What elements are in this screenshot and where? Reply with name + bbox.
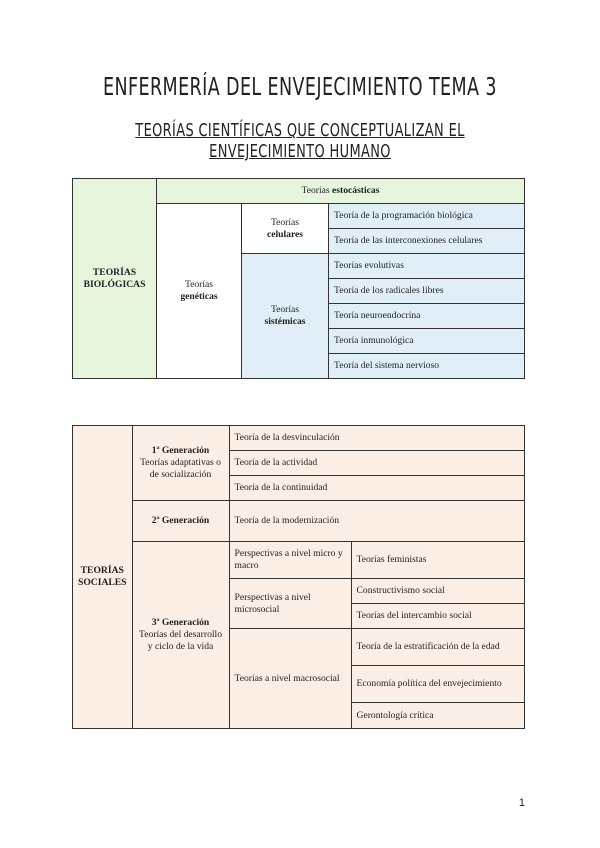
page-title: ENFERMERÍA DEL ENVEJECIMIENTO TEMA 3 xyxy=(103,72,497,101)
persp-micro: Perspectivas a nivel microsocial xyxy=(229,579,351,629)
gen1-item: Teoría de la actividad xyxy=(229,451,524,476)
gen3-subtitle: Teorías del desarrollo y ciclo de la vida xyxy=(139,629,222,652)
gen2-title: 2ª Generación xyxy=(151,515,210,526)
gen3-cell xyxy=(132,542,229,729)
celulares-item: Teoría de la programación biológica xyxy=(329,204,525,229)
gen1-title: 1ª Generación xyxy=(151,445,210,457)
bio-root-label: TEORÍAS BIOLÓGICAS xyxy=(83,266,146,290)
constructivismo: Constructivismo social xyxy=(351,579,524,604)
sistemicas-bold: sistémicas xyxy=(264,316,306,327)
social-theories-table xyxy=(72,425,525,729)
gen2-cell xyxy=(132,501,229,542)
intercambio: Teorías del intercambio social xyxy=(351,604,524,629)
gerontologia: Gerontología crítica xyxy=(351,703,524,729)
social-root-cell xyxy=(73,426,133,729)
gen1-item: Teoría de la continuidad xyxy=(229,476,524,501)
celulares-item: Teoría de las interconexiones celulares xyxy=(329,229,525,254)
gen3-title: 3ª Generación xyxy=(151,617,210,629)
geneticas-bold: genéticas xyxy=(180,291,218,302)
geneticas-cell xyxy=(157,204,242,379)
sistemicas-item: Teoría inmunológica xyxy=(329,329,525,354)
gen1-item: Teoría de la desvinculación xyxy=(229,426,524,451)
bio-root-cell xyxy=(73,179,157,379)
sistemicas-pre: Teorías xyxy=(270,304,300,316)
social-root-label: TEORÍAS SOCIALES xyxy=(78,565,127,588)
biological-theories-table xyxy=(72,178,525,379)
celulares-bold: celulares xyxy=(266,228,304,240)
sistemicas-item: Teoría del sistema nervioso xyxy=(329,354,525,379)
persp-micro-macro: Perspectivas a nivel micro y macro xyxy=(229,542,351,579)
celulares-pre: Teorías xyxy=(270,216,300,228)
page-number: 1 xyxy=(518,797,525,809)
sistemicas-item: Teorías evolutivas xyxy=(329,254,525,279)
sistemicas-cell xyxy=(242,254,329,379)
stochastic-header-pre: Teorías xyxy=(301,185,333,196)
macro: Teorías a nivel macrosocial xyxy=(229,629,351,729)
geneticas-pre: Teorías xyxy=(184,279,214,291)
gen2-item: Teoría de la modernización xyxy=(229,501,524,542)
gen1-subtitle: Teorías adaptativas o de socialización xyxy=(140,457,221,480)
gen1-cell xyxy=(132,426,229,501)
feministas: Teorías feministas xyxy=(351,542,524,579)
stochastic-header-bold: estocásticas xyxy=(332,185,380,196)
stochastic-header xyxy=(157,179,525,204)
estratificacion: Teoría de la estratificación de la edad xyxy=(351,629,524,666)
economia: Economía política del envejecimiento xyxy=(351,666,524,703)
sistemicas-item: Teoría neuroendocrina xyxy=(329,304,525,329)
sistemicas-item: Teoría de los radicales libres xyxy=(329,279,525,304)
page-subtitle: TEORÍAS CIENTÍFICAS QUE CONCEPTUALIZAN EL ENVEJECIMIENTO HUMANO xyxy=(135,120,465,162)
celulares-cell xyxy=(242,204,329,254)
